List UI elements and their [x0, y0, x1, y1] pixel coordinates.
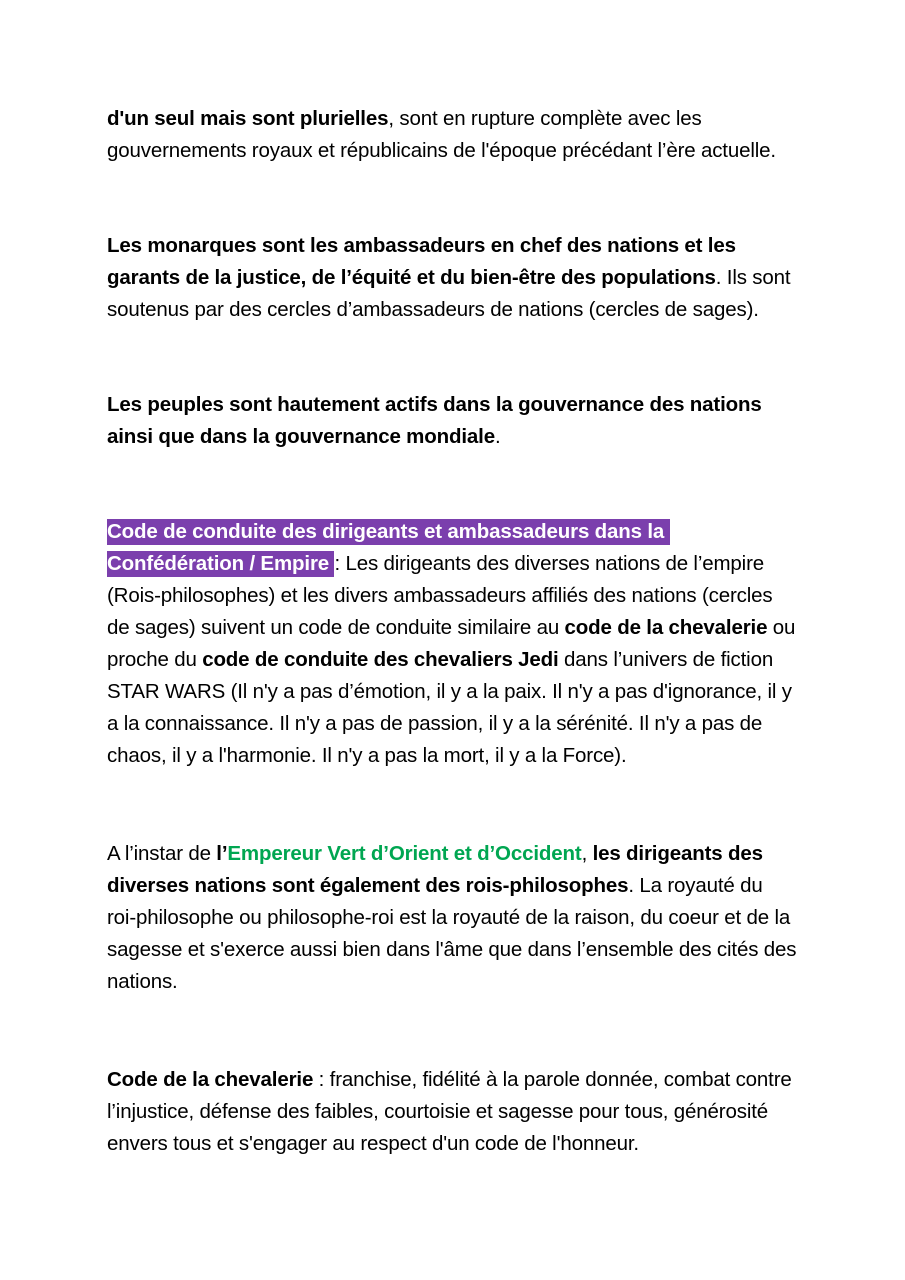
text-run: : Les dirigeants des diverses nations de l’empire (Rois-philosophes) et les divers ambassadeurs affiliés des nations (cercles de sages) suivent un code de conduite similaire au: [107, 552, 778, 639]
bold-text-run: Les monarques sont les ambassadeurs en chef des nations et les garants de la justice, de l’équité et du bien-être des populations: [107, 234, 742, 289]
bold-text-run: les dirigeants des diverses nations sont également des rois-philosophes: [107, 842, 769, 897]
green-text-run: Empereur Vert d’Orient et d’Occident: [227, 842, 582, 865]
paragraph-empereur-vert: [107, 838, 802, 998]
paragraph-code-de-conduite: [107, 516, 801, 772]
text-run: , sont en rupture complète avec les gouvernements royaux et républicains de l'époque précédant l’ère actuelle.: [107, 107, 776, 162]
bold-text-run: d'un seul mais sont plurielles: [107, 107, 389, 130]
text-run: . Ils sont soutenus par des cercles d’ambassadeurs de nations (cercles de sages).: [107, 266, 796, 321]
bold-text-run: l’: [216, 842, 228, 865]
text-run: ou proche du: [107, 616, 801, 671]
paragraph-peuples: [107, 389, 797, 453]
paragraph-code-de-la-chevalerie: [107, 1064, 797, 1160]
text-run: A l’instar de: [107, 842, 217, 865]
bold-text-run: Code de la chevalerie: [107, 1068, 314, 1091]
document-text-body: [107, 103, 802, 1160]
text-run: : franchise, fidélité à la parole donnée, combat contre l’injustice, défense des faibles, courtoisie et sagesse pour tous, générosité envers tous et s'engager au respect d'un code de l'honneur.: [107, 1068, 798, 1155]
text-run: . La royauté du roi-philosophe ou philosophe-roi est la royauté de la raison, du coeur et de la sagesse et s'exerce aussi bien dans l'âme que dans l’ensemble des cités des nations.: [107, 874, 802, 993]
bold-text-run: code de la chevalerie: [564, 616, 768, 639]
paragraph-monarques: [107, 230, 797, 326]
text-run: .: [494, 425, 501, 448]
highlighted-text-run: Code de conduite des dirigeants et ambassadeurs dans la Confédération / Empire: [107, 520, 670, 575]
text-run: ,: [581, 842, 593, 865]
text-run: dans l’univers de fiction STAR WARS (Il n'y a pas d’émotion, il y a la paix. Il n'y a pas d'ignorance, il y a la connaissance. Il n'y a pas de passion, il y a la sérénité. Il n'y a pas de chaos, il y a l'harmonie. Il n'y a pas la mort, il y a la Force).: [107, 648, 798, 767]
bold-text-run: code de conduite des chevaliers Jedi: [202, 648, 559, 671]
bold-text-run: Les peuples sont hautement actifs dans la gouvernance des nations ainsi que dans la gouvernance mondiale: [107, 393, 768, 448]
paragraph-plurielles: [107, 103, 797, 167]
